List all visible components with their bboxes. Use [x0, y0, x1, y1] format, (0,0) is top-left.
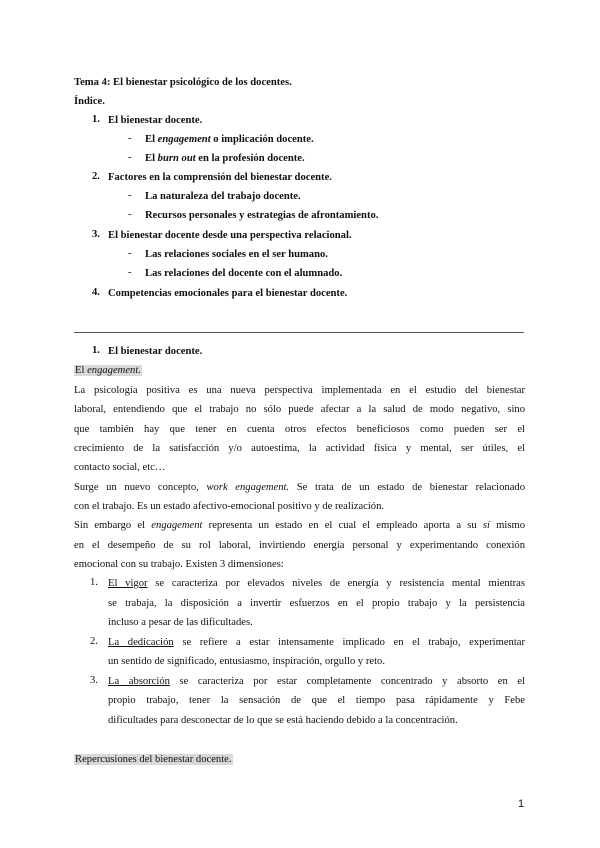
- index-dash: -: [128, 190, 132, 201]
- index-number-3: 3.: [92, 229, 100, 240]
- horizontal-divider: [74, 332, 524, 333]
- list-item-line: un sentido de significado, entusiasmo, inspiración, orgullo y reto.: [108, 656, 385, 667]
- list-item-vigor: El vigor se caracteriza por elevados niveles de energía y resistencia mental mientras: [108, 578, 525, 589]
- list-item-line: propio trabajo, tener la sensación de que el tiempo pasa rápidamente y Febe: [108, 695, 525, 706]
- document-title: Tema 4: El bienestar psicológico de los docentes.: [74, 77, 292, 88]
- index-dash: -: [128, 133, 132, 144]
- index-item-2a: La naturaleza del trabajo docente.: [145, 191, 301, 202]
- paragraph-line: emocional con su trabajo. Existen 3 dimensiones:: [74, 559, 284, 570]
- list-number: 3.: [90, 675, 98, 686]
- index-dash: -: [128, 152, 132, 163]
- paragraph-line: laboral, entendiendo que el trabajo no sólo puede afectar a la salud de modo negativo, sino: [74, 404, 525, 415]
- list-item-dedicacion: La dedicación se refiere a estar intensamente implicado en el trabajo, experimentar: [108, 637, 525, 648]
- index-item-4: Competencias emocionales para el bienestar docente.: [108, 288, 348, 299]
- index-number-2: 2.: [92, 171, 100, 182]
- list-item-line: incluso a pesar de las dificultades.: [108, 617, 253, 628]
- index-item-1: El bienestar docente.: [108, 115, 203, 126]
- index-item-1b: El burn out en la profesión docente.: [145, 153, 305, 164]
- index-item-3a: Las relaciones sociales en el ser humano.: [145, 249, 328, 260]
- index-item-1a: El engagement o implicación docente.: [145, 134, 314, 145]
- next-section-heading: Repercusiones del bienestar docente.: [75, 754, 232, 765]
- index-number-4: 4.: [92, 287, 100, 298]
- list-item-line: se trabaja, la disposición a invertir esfuerzos en el propio trabajo y la persistencia: [108, 598, 525, 609]
- index-dash: -: [128, 267, 132, 278]
- paragraph-line: Surge un nuevo concepto, work engagement. Se trata de un estado de bienestar relacionado: [74, 482, 525, 493]
- index-number-1: 1.: [92, 114, 100, 125]
- subsection-heading: El engagement.: [75, 365, 141, 376]
- page-number: 1: [518, 798, 525, 810]
- paragraph-line: Sin embargo el engagement representa un estado en el cual el empleado aporta a su sí mismo: [74, 520, 526, 531]
- index-item-2b: Recursos personales y estrategias de afrontamiento.: [145, 210, 379, 221]
- paragraph-line: con el trabajo. Es un estado afectivo-emocional positivo y de realización.: [74, 501, 385, 512]
- paragraph-line: contacto social, etc…: [74, 462, 166, 473]
- list-number: 1.: [90, 577, 98, 588]
- list-item-line: dificultades para desconectar de lo que se está haciendo debido a la concentración.: [108, 715, 458, 726]
- list-item-absorcion: La absorción se caracteriza por estar completamente concentrado y absorto en el: [108, 676, 526, 687]
- index-item-3b: Las relaciones del docente con el alumnado.: [145, 268, 343, 279]
- index-item-2: Factores en la comprensión del bienestar docente.: [108, 172, 332, 183]
- paragraph-line: crecimiento de la satisfacción y/o autoestima, la actividad física y mental, ser útiles, el: [74, 443, 525, 454]
- section-number: 1.: [92, 345, 100, 356]
- section-title: El bienestar docente.: [108, 346, 203, 357]
- index-label: Índice.: [74, 96, 105, 107]
- index-dash: -: [128, 248, 132, 259]
- paragraph-line: La psicología positiva es una nueva perspectiva implementada en el estudio del bienestar: [74, 385, 525, 396]
- index-item-3: El bienestar docente desde una perspectiva relacional.: [108, 230, 352, 241]
- index-dash: -: [128, 209, 132, 220]
- list-number: 2.: [90, 636, 98, 647]
- paragraph-line: que también hay que tener en cuenta otros efectos beneficiosos como pueden ser el: [74, 424, 525, 435]
- paragraph-line: en el desempeño de su rol laboral, invirtiendo energía personal y experimentando conexión: [74, 540, 525, 551]
